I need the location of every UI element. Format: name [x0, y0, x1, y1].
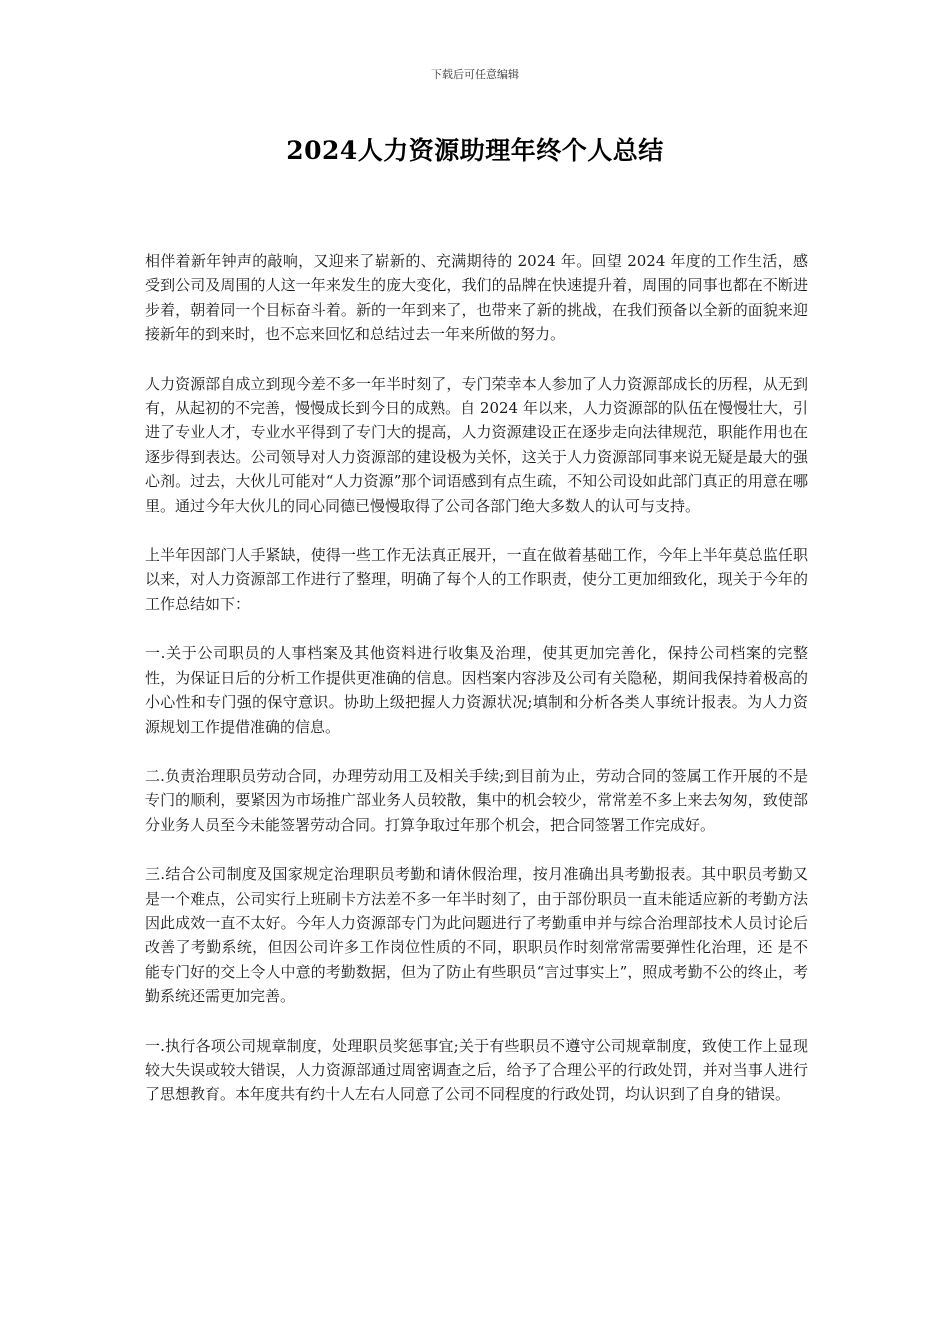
paragraph-item-contracts: 二.负责治理职员劳动合同，办理劳动用工及相关手续;到目前为止，劳动合同的签属工作开展的不是专门的顺利，要紧因为市场推广部业务人员较散，集中的机会较少，常常差不多上来去匆匆，致使部分业务人员至今未能签署劳动合同。打算争取过年那个机会，把合同签署工作完成好。 — [145, 766, 808, 834]
paragraph-item-archives: 一.关于公司职员的人事档案及其他资料进行收集及治理，使其更加完善化，保持公司档案的完整性，为保证日后的分析工作提供更准确的信息。因档案内容涉及公司有关隐秘，期间我保持着极高的小心性和专门强的保守意识。协助上级把握人力资源状况;填制和分析各类人事统计报表。为人力资源规划工作提借准确的信息。 — [145, 644, 808, 736]
header-note: 下载后可任意编辑 — [431, 68, 519, 81]
paragraph-first-half: 上半年因部门人手紧缺，使得一些工作无法真正展开，一直在做着基础工作，今年上半年莫总监任职以来，对人力资源部工作进行了整理，明确了每个人的工作职责，使分工更加细致化，现关于今年的工作总结如下： — [145, 546, 808, 613]
paragraph-intro: 相伴着新年钟声的敲响，又迎来了崭新的、充满期待的 2024 年。回望 2024 年度的工作生活，感受到公司及周围的人这一年来发生的庞大变化，我们的品牌在快速提升着，周围的同事也都在不断进步着，朝着同一个目标奋斗着。新的一年到来了，也带来了新的挑战，在我们预备以全新的面貌来迎接新年的到来时，也不忘来回忆和总结过去一年来所做的努力。 — [145, 252, 808, 344]
paragraph-department-history: 人力资源部自成立到现今差不多一年半时刻了，专门荣幸本人参加了人力资源部成长的历程，从无到有，从起初的不完善，慢慢成长到今日的成熟。自 2024 年以来，人力资源部的队伍在慢慢壮大，引进了专业人才，专业水平得到了专门大的提高，人力资源建设正在逐步走向法律规范，职能作用也在逐步得到表达。公司领导对人力资源部的建设极为关怀，这关于人力资源部同事来说无疑是最大的强心剂。过去，大伙儿可能对“人力资源”那个词语感到有点生疏，不知公司设如此部门真正的用意在哪里。通过今年大伙儿的同心同德已慢慢取得了公司各部门绝大多数人的认可与支持。 — [145, 374, 808, 515]
document-body — [145, 249, 808, 1132]
document-title: 2024人力资源助理年终个人总结 — [286, 136, 664, 165]
paragraph-item-regulations: 一.执行各项公司规章制度，处理职员奖惩事宜;关于有些职员不遵守公司规章制度，致使工作上显现较大失误或较大错误，人力资源部通过周密调查之后，给予了合理公平的行政处罚，并对当事人进行了思想教育。本年度共有约十人左右人同意了公司不同程度的行政处罚，均认识到了自身的错误。 — [145, 1036, 808, 1104]
paragraph-item-attendance: 三.结合公司制度及国家规定治理职员考勤和请休假治理，按月准确出具考勤报表。其中职员考勤又是一个难点，公司实行上班刷卡方法差不多一年半时刻了，由于部份职员一直未能适应新的考勤方法因此成效一直不太好。今年人力资源部专门为此问题进行了考勤重申并与综合治理部技术人员讨论后改善了考勤系统，但因公司许多工作岗位性质的不同，职职员作时刻常常需要弹性化治理，还 是不能专门好的交上令人中意的考勤数据，但为了防止有些职员“言过事实上”，照成考勤不公的终止，考勤系统还需更加完善。 — [145, 865, 808, 1006]
